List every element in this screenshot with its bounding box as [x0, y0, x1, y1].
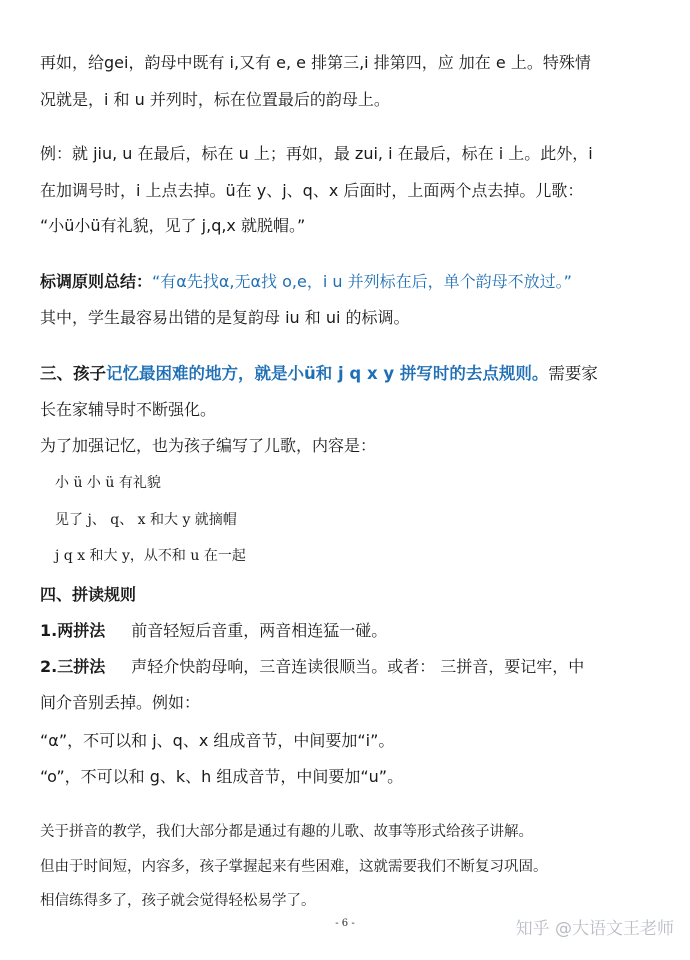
- text-line: 间介音别丢掉。例如：: [40, 693, 201, 712]
- page-number: - 6 -: [335, 918, 355, 929]
- heading-prefix: 三、孩子: [40, 364, 106, 383]
- text-line: 关于拼音的教学，我们大部分都是通过有趣的儿歌、故事等形式给孩子讲解。: [40, 824, 533, 840]
- section-four-heading: 四、拼读规则: [40, 585, 137, 604]
- rule-text: 声轻介快韵母响，三音连读很顺当。或者： 三拼音，要记牢，中: [131, 657, 585, 676]
- summary-label: 标调原则总结：: [40, 272, 153, 291]
- zhihu-watermark: 知乎 @大语文王老师: [515, 919, 674, 939]
- text-line: 再如，给gei，韵母中既有 i,又有 e, e 排第三,i 排第四，应 加在 e 上。特殊情: [40, 53, 591, 72]
- text-line: 长在家辅导时不断强化。: [40, 400, 217, 419]
- rule-label: 1.两拼法: [40, 621, 106, 640]
- text-line: 但由于时间短，内容多，孩子掌握起来有些困难，这就需要我们不断复习巩固。: [40, 859, 548, 875]
- rule-three-letter: [40, 656, 584, 678]
- text-line: 相信练得多了，孩子就会觉得轻松易学了。: [40, 893, 316, 909]
- heading-suffix: 需要家: [548, 364, 598, 383]
- summary-quote: “有α先找α,无α找 o,e，i u 并列标在后，单个韵母不放过。”: [152, 272, 572, 291]
- text-line: 况就是，i 和 u 并列时，标在位置最后的韵母上。: [40, 90, 390, 109]
- rule-two-letter: [40, 620, 387, 642]
- heading-highlight: 记忆最困难的地方，就是小ü和 j q x y 拼写时的去点规则。: [106, 364, 549, 383]
- rule-text: 前音轻短后音重，两音相连猛一碰。: [131, 621, 388, 640]
- text-line: 例：就 jiu, u 在最后，标在 u 上；再如，最 zui, i 在最后，标在 i 上。此外，i: [40, 144, 593, 163]
- summary-line: [40, 271, 572, 293]
- example-line: “α”，不可以和 j、q、x 组成音节，中间要加“i”。: [40, 731, 395, 750]
- example-line: “o”，不可以和 g、k、h 组成音节，中间要加“u”。: [40, 767, 404, 786]
- text-line: 为了加强记忆，也为孩子编写了儿歌，内容是：: [40, 436, 377, 455]
- text-line: “小ü小ü有礼貌，见了 j,q,x 就脱帽。”: [40, 216, 306, 235]
- poem-line: 小 ü 小 ü 有礼貌: [55, 475, 161, 491]
- text-line: 在加调号时，i 上点去掉。ü在 y、j、q、x 后面时，上面两个点去掉。儿歌：: [40, 181, 584, 200]
- rule-label: 2.三拼法: [40, 657, 106, 676]
- section-three-heading: [40, 363, 598, 385]
- text-line: 其中，学生最容易出错的是复韵母 iu 和 ui 的标调。: [40, 308, 410, 327]
- poem-line: 见了 j、 q、 x 和大 y 就摘帽: [55, 512, 237, 528]
- poem-line: j q x 和大 y，从不和 u 在一起: [55, 548, 246, 564]
